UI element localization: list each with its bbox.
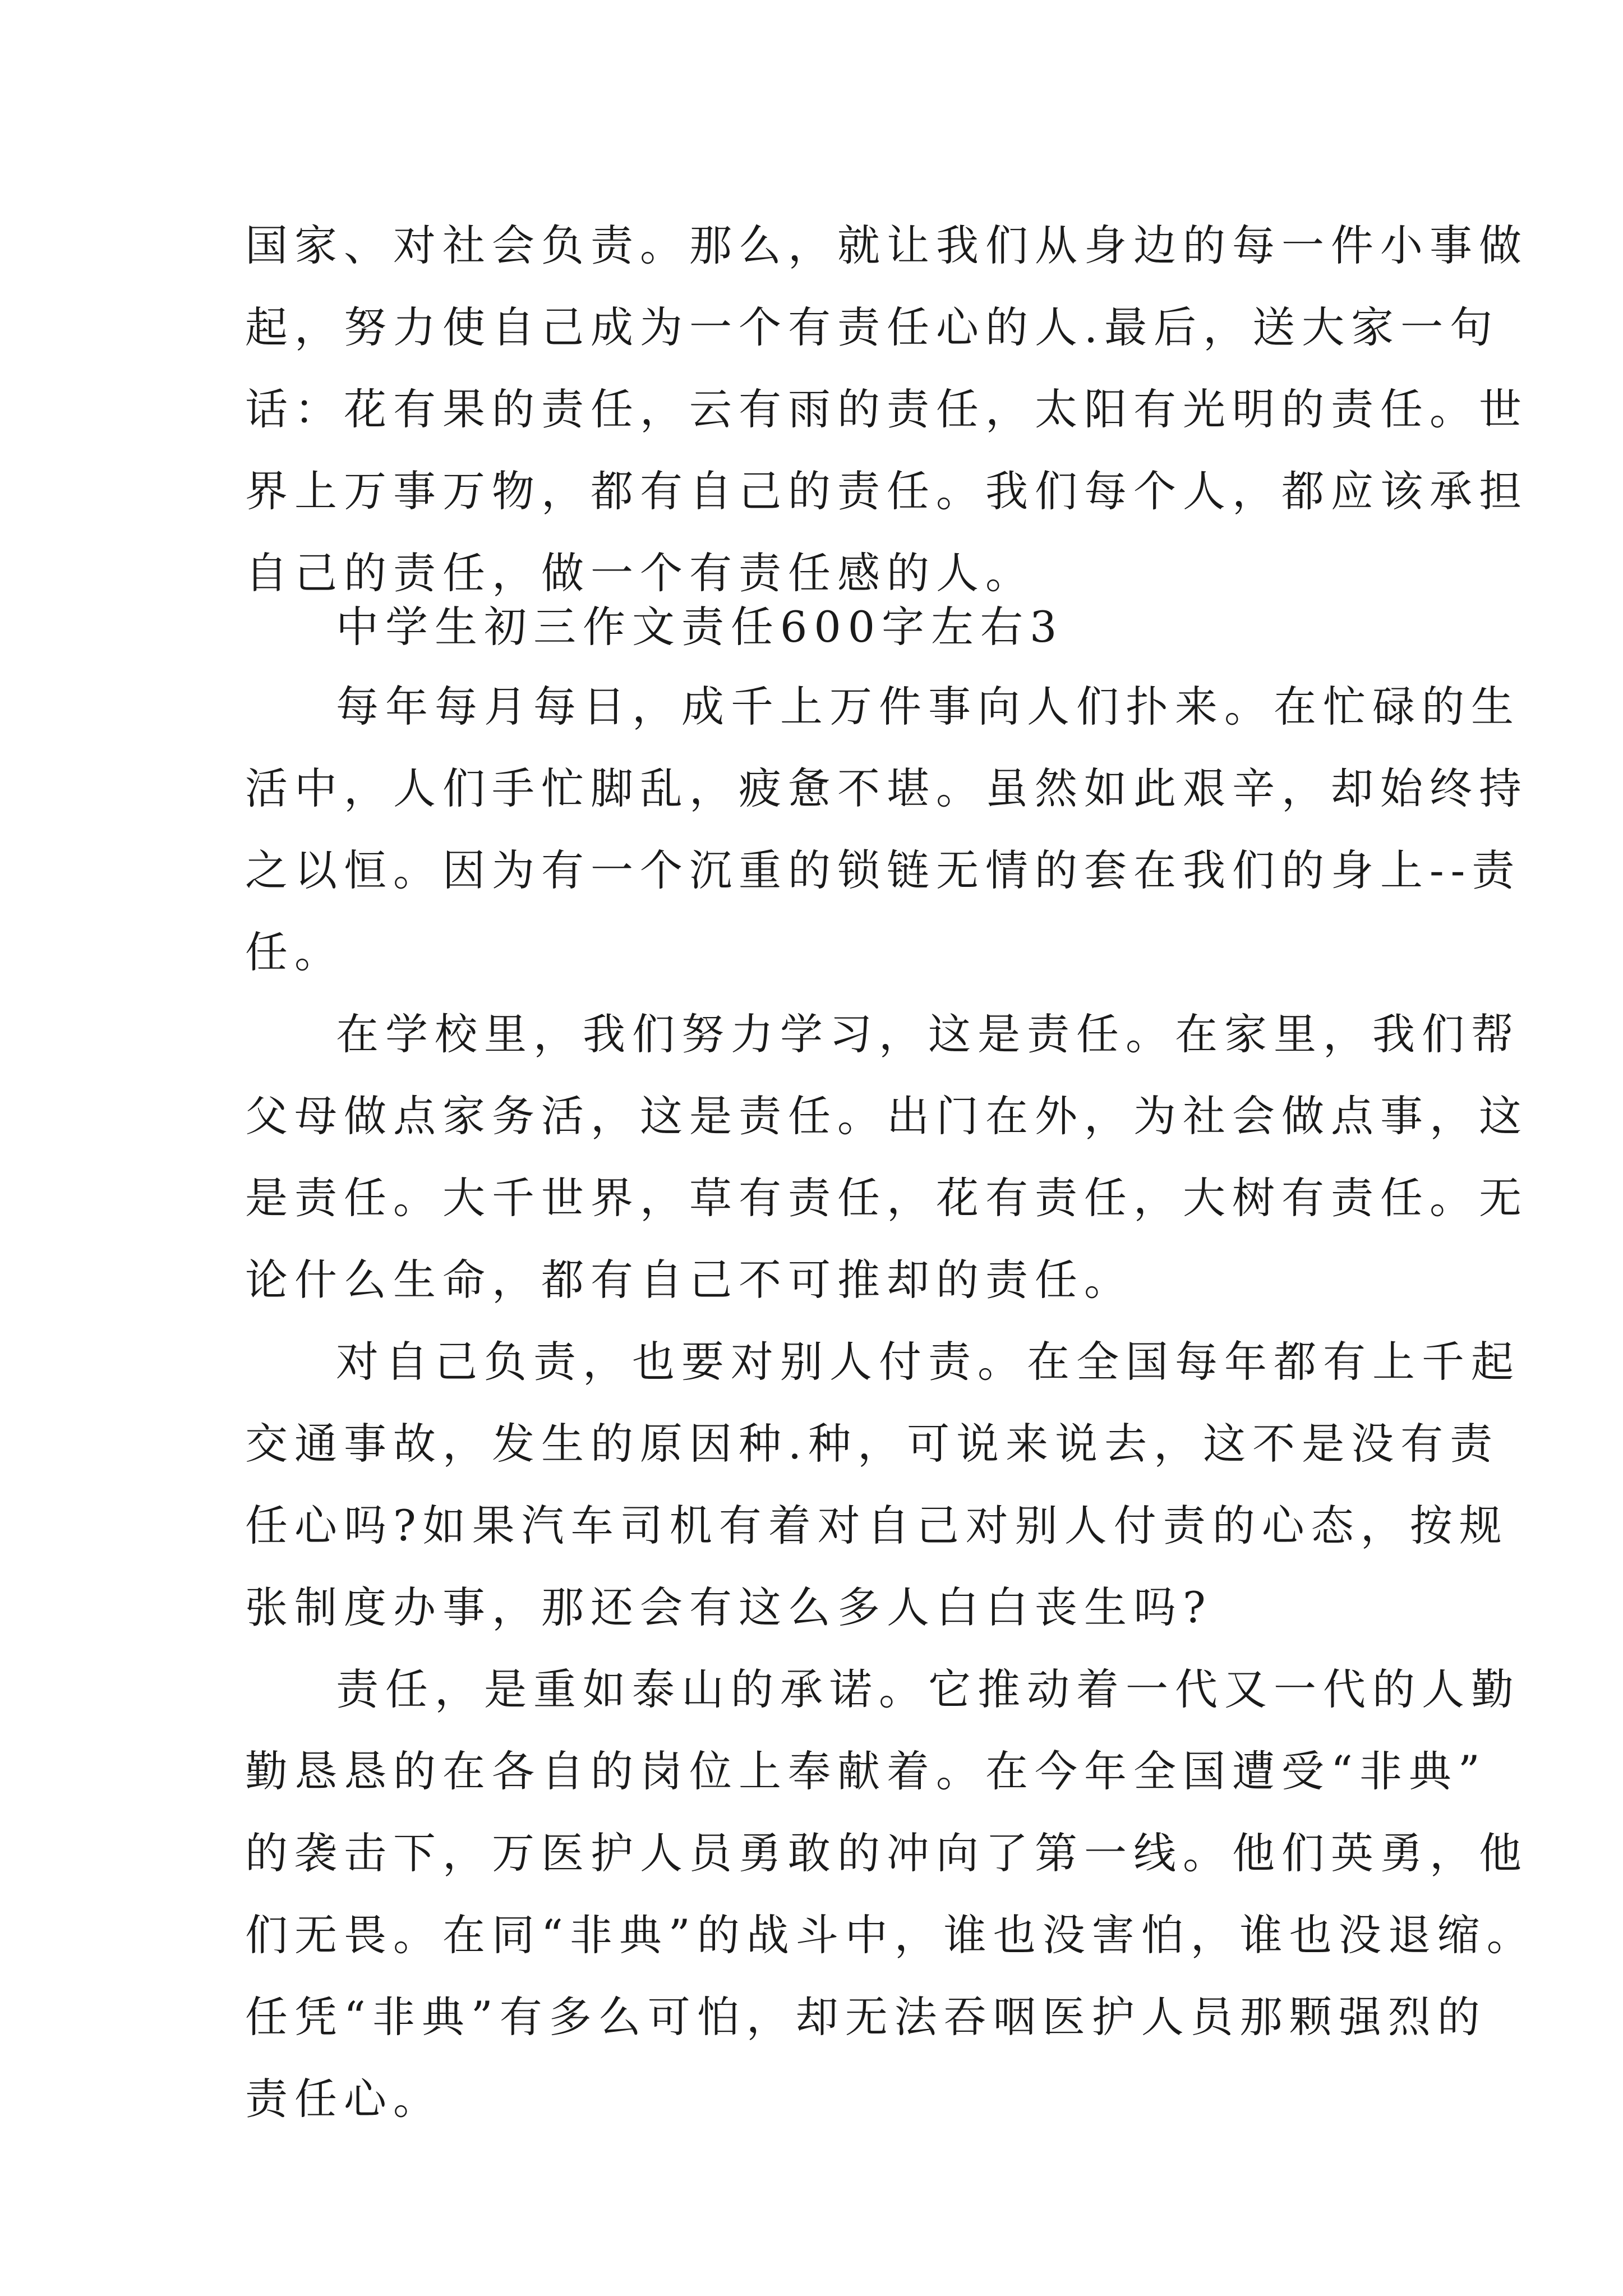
text-line: 交通事故，发生的原因种.种，可说来说去，这不是没有责 (245, 1419, 1500, 1469)
text-line: 之以恒。因为有一个沉重的锁链无情的套在我们的身上--责 (245, 845, 1521, 895)
paragraph-first-line: 在学校里，我们努力学习，这是责任。在家里，我们帮 (336, 1009, 1520, 1059)
paragraph-first-line: 责任，是重如泰山的承诺。它推动着一代又一代的人勤 (336, 1664, 1520, 1714)
text-line: 起，努力使自己成为一个有责任心的人.最后，送大家一句 (245, 302, 1500, 352)
text-line: 界上万事万物，都有自己的责任。我们每个人，都应该承担 (245, 466, 1528, 516)
text-line: 责任心。 (245, 2074, 442, 2124)
text-line: 勤恳恳的在各自的岗位上奉献着。在今年全国遭受“非典” (245, 1746, 1487, 1796)
text-line: 父母做点家务活，这是责任。出门在外，为社会做点事，这 (245, 1091, 1528, 1141)
text-line: 话：花有果的责任，云有雨的责任，太阳有光明的责任。世 (245, 384, 1528, 434)
text-line: 论什么生命，都有自己不可推却的责任。 (245, 1255, 1133, 1305)
text-line: 活中，人们手忙脚乱，疲惫不堪。虽然如此艰辛，却始终持 (245, 763, 1528, 813)
section-heading: 中学生初三作文责任600字左右3 (336, 602, 1064, 652)
text-line: 的袭击下，万医护人员勇敢的冲向了第一线。他们英勇，他 (245, 1828, 1528, 1878)
text-line: 张制度办事，那还会有这么多人白白丧生吗? (245, 1582, 1212, 1632)
text-line: 们无畏。在同“非典”的战斗中，谁也没害怕，谁也没退缩。 (245, 1910, 1536, 1960)
text-line: 任凭“非典”有多么可怕，却无法吞咽医护人员那颗强烈的 (245, 1992, 1487, 2042)
text-line: 国家、对社会负责。那么，就让我们从身边的每一件小事做 (245, 220, 1528, 270)
text-line: 是责任。大千世界，草有责任，花有责任，大树有责任。无 (245, 1173, 1528, 1223)
paragraph-first-line: 每年每月每日，成千上万件事向人们扑来。在忙碌的生 (336, 682, 1520, 731)
paragraph-first-line: 对自己负责，也要对别人付责。在全国每年都有上千起 (336, 1337, 1520, 1387)
text-line: 任。 (245, 927, 344, 977)
text-line: 自己的责任，做一个有责任感的人。 (245, 548, 1035, 598)
text-line: 任心吗?如果汽车司机有着对自己对别人付责的心态，按规 (245, 1501, 1509, 1550)
